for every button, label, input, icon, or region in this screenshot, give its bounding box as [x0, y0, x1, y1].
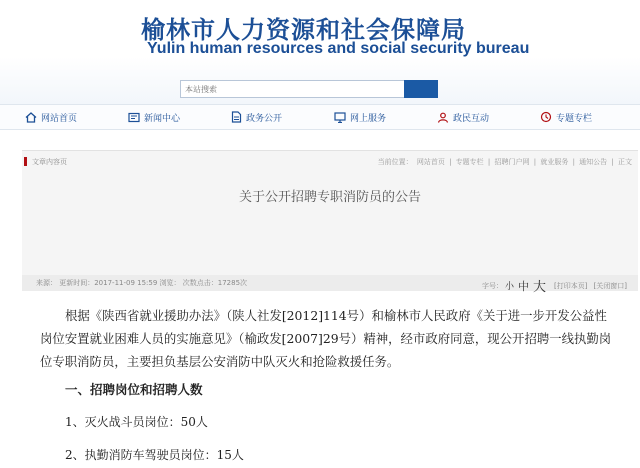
breadcrumb-link[interactable]: 网站首页 [416, 158, 445, 166]
close-window-link[interactable]: [关闭窗口] [593, 281, 627, 290]
breadcrumb-current: 正文 [618, 158, 632, 166]
nav-item-interaction[interactable] [437, 105, 489, 129]
font-size-label: 字号： [482, 281, 503, 290]
nav-item-online-service[interactable] [334, 105, 386, 129]
article-meta: 来源： 更新时间：2017-11-09 15:59 浏览： 次数点击：17285次 [36, 279, 248, 287]
page-label: 文章内容页 [32, 158, 67, 166]
document-icon [231, 111, 242, 123]
home-icon [25, 112, 37, 123]
font-large-button[interactable]: 大 [533, 280, 547, 295]
nav-label: 新闻中心 [144, 113, 181, 124]
font-small-button[interactable]: 小 [505, 282, 515, 292]
site-title: 榆林市人力资源和社会保障局 [141, 16, 466, 44]
nav-label: 网站首页 [41, 113, 78, 124]
breadcrumb-link[interactable]: 专题专栏 [455, 158, 484, 166]
nav-label: 政务公开 [246, 113, 283, 124]
article-meta-bar [22, 275, 638, 295]
article-tools [482, 276, 627, 295]
section-heading: 一、招聘岗位和招聘人数 [65, 382, 203, 397]
print-link[interactable]: [打印本页] [554, 281, 588, 290]
main-nav [0, 104, 640, 130]
breadcrumb: 当前位置： 网站首页 | 专题专栏 | 招聘门户网 | 就业服务 | 通知公告 | 正文 [377, 158, 632, 166]
nav-label: 专题专栏 [556, 113, 593, 124]
nav-item-topics[interactable] [540, 105, 592, 129]
search-bar [180, 80, 438, 98]
font-medium-button[interactable]: 中 [518, 279, 530, 293]
search-input[interactable] [180, 80, 414, 98]
article-title: 关于公开招聘专职消防员的公告 [238, 190, 421, 205]
nav-label: 政民互动 [453, 113, 490, 124]
site-header [0, 0, 640, 104]
search-button[interactable] [404, 80, 438, 98]
breadcrumb-link[interactable]: 招聘门户网 [494, 158, 530, 166]
article-header-panel [22, 150, 638, 295]
nav-item-news[interactable] [128, 105, 180, 129]
breadcrumb-link[interactable]: 通知公告 [579, 158, 608, 166]
monitor-icon [334, 112, 346, 123]
news-icon [128, 112, 140, 123]
topic-icon [540, 111, 552, 123]
nav-item-home[interactable] [25, 105, 77, 129]
list-item: 2、执勤消防车驾驶员岗位：15人 [65, 448, 244, 462]
breadcrumb-prefix: 当前位置： [377, 158, 413, 166]
interaction-icon [437, 112, 449, 123]
site-subtitle: Yulin human resources and social security bureau [147, 40, 530, 57]
nav-label: 网上服务 [350, 113, 387, 124]
nav-item-government[interactable] [231, 105, 282, 129]
list-item: 1、灭火战斗员岗位：50人 [65, 415, 208, 429]
breadcrumb-link[interactable]: 就业服务 [540, 158, 569, 166]
article-paragraph: 根据《陕西省就业援助办法》（陕人社发[2012]114号）和榆林市人民政府《关于进一步开发公益性岗位安置就业困难人员的实施意见》（榆政发[2007]29号）精神，经市政府同意，现公开招聘一线执勤岗位专职消防员，主要担负基层公安消防中队灭火和抢险救援任务。 [40, 308, 612, 369]
